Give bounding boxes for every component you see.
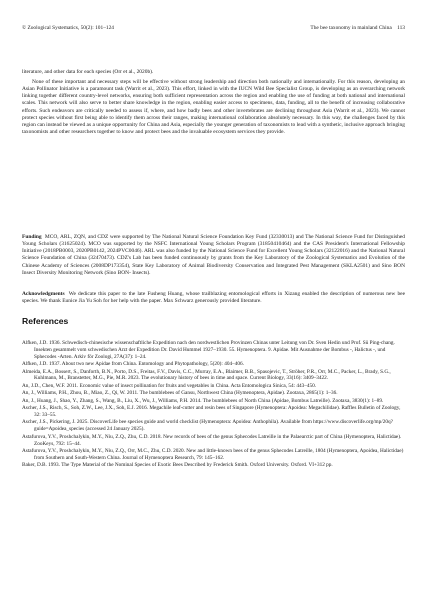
funding-text: MCO, ARL, ZQN, and CDZ were supported by The National Natural Science Foundation Key Fund (32330013) and The National Science Fund for Distinguished Young Scholars (31625024). MCO was supported by the NSFC International Young Scholars Program (31850410464) and the CAS President's International Fellowship Initiative (2018PB0003, 2020PB0142, 2024PVC0046). ARL was also funded by the National Science Fund for Excellent Young Scholars (32122016) and the National Natural Science Foundation of China (32470473). CDZ's Lab has been funded continuously by grants from the Key Laboratory of the Zoological Systematics and Evolution of the Chinese Academy of Sciences (2008DP173354), State Key Laboratory of Animal Biodiversity Conservation and Integrated Pest Management (SKLA2501) and Sino BON Insect Diversity Monitoring Network (Sino BON- Insects). [22, 234, 405, 276]
funding-section [22, 234, 405, 277]
acknowledgments-text: We dedicate this paper to the late Fusheng Huang, whose trailblazing entomological efforts in Xizang enabled the description of numerous new bee species. We thank Eunice Jia Yu Soh for her help with the paper. Max Schwarz generously provided literature. [22, 291, 405, 305]
acknowledgments-section [22, 291, 405, 305]
paragraph-leadership [22, 79, 405, 136]
page-number: 113 [397, 25, 405, 31]
funding-label: Funding [22, 234, 42, 240]
reference-item: Alfken, J.D. 1936. Schwedisch-chinesische wissenschaftliche Expedition nach den nordwestlichen Provinzen Chinas unter Leitung von Dr. Sven Hedin und Prof. Sü Ping-chang. Insekten gesammelt vom schwedischen Arzt der Expedition Dr. David Hummel 1927–1930. 55. Hymenoptera. 9. Apidae. Mit Ausnahme der Bombus -, Halictus -, und Sphecodes -Arten. Arkiv för Zoologi, 27A(37): 1–24. [22, 340, 395, 360]
reference-item: An, J., Williams, P.H., Zhou, B., Miao, Z., Qi, W. 2011. The bumblebees of Gansu, Northwest China (Hymenoptera, Apidae). Zootaxa, 2865(1): 1–36. [22, 390, 338, 397]
references-heading: References [22, 316, 69, 326]
paragraph-text: literature, and other data for each species (Orr et al., 2020b). [22, 69, 154, 75]
reference-item: Astafurova, Y.V., Proshchalykin, M.Y., Niu, Z.Q., Orr, M.C., Zhu, C.D. 2020. New and little-known bees of the genus Sphecodes Latreille, 1804 (Hymenoptera, Apoidea, Halictidae) from Southern and South-Western China. Journal of Hymenoptera Research, 79: 145–162. [22, 448, 404, 461]
reference-item: Almeida, E.A., Bossert, S., Danforth, B.N., Porto, D.S., Freitas, F.V., Davis, C.C., Murray, E.A., Blaimer, B.B., Spasojevic, T., Ströher, P.R., Orr, M.C., Packer, L., Brady, S.G., Kuhlmann, M., Branstetter, M.G., Pie, M.R. 2023. The evolutionary history of bees in time and space. Current Biology, 33(16): 3409–3422. [22, 368, 391, 382]
reference-item: Ascher, J.S., Risch, S., Soh, Z.W., Lee, J.X., Soh, E.J. 2016. Megachile leaf-cutter and resin bees of Singapore (Hymenoptera: Apoidea: Megachilidae). Raffles Bulletin of Zoology, 32: 33–55. [22, 405, 401, 418]
reference-item: An, J.D., Chen, W.F. 2011. Economic value of insect pollination for fruits and vegetables in China. Acta Entomologica Sinica, 54: 443–450. [22, 382, 317, 389]
acknowledgments-label: Acknowledgments [22, 291, 65, 297]
reference-item: Baker, D.B. 1993. The Type Material of the Nominal Species of Exotic Bees Described by Frederick Smith. Oxford University. Oxford. VI+312 pp. [22, 462, 333, 469]
journal-citation: © Zoological Systematics, 50(2): 101–124 [22, 25, 114, 31]
reference-item: An, J., Huang, J., Shao, Y., Zhang, S., Wang, B., Liu, X., Wu, J., Williams, P.H. 2014. The bumblebees of North China (Apidae, Bombus Latreille). Zootaxa, 3830(1): 1–89. [22, 397, 384, 404]
running-title-text: The bee taxonomy in mainland China [310, 25, 392, 31]
reference-item: Astafurova, Y.V., Proshchalykin, M.Y., Niu, Z.Q., Zhu, C.D. 2018. New records of bees of the genus Sphecodes Latreille in the Palaearctic part of China (Hymenoptera, Halictidae). ZooKeys, 792: 15–44. [22, 433, 402, 447]
running-title [310, 25, 405, 32]
paragraph-continuation [22, 69, 405, 76]
paragraph-text: None of these important and necessary steps will be effective without strong leadership and direction both nationally and internationally. For this reason, developing an Asian Pollinator Initiative is a paramount task (Warrit et al., 2023). This effort, linked in with the IUCN Wild Bee Specialist Group, is developing as an overarching network linking together different country-level networks, ensuring both sufficient representation across the region and enabling the use of funding at both national and international scales. This network will also serve to better share knowledge in the region, enabling easier access to specimens, data, funding, all to the benefit of increasing collaborative efforts. Such endeavors are critically needed to assess if, where, and how badly bees and other invertebrates are declining throughout Asia (Warrit et al., 2023). We cannot protect species without first being able to identify them across their ranges, making international collaboration absolutely necessary. In this way, the challenges faced by this region can instead be viewed as a unique opportunity for China and Asia, especially the younger generation of taxonomists to lead with a synthetic, inclusive approach bringing taxonomists and other researchers together to know and protect bees and the invaluable ecosystem services they provide. [22, 79, 405, 136]
reference-item: Ascher, J.S., Pickering, J. 2025. DiscoverLife bee species guide and world checklist (Hymenoptera: Apoidea: Anthophila). Available from https://www.discoverlife.org/mp/20q?guide=Apoidea_species (accessed 24 January 2025). [22, 419, 393, 433]
reference-item: Alfken, J.D. 1937. About two new Apidae from China. Entomology and Phytopathology, 5(20): 404–406. [22, 361, 244, 368]
references-list [22, 340, 405, 470]
